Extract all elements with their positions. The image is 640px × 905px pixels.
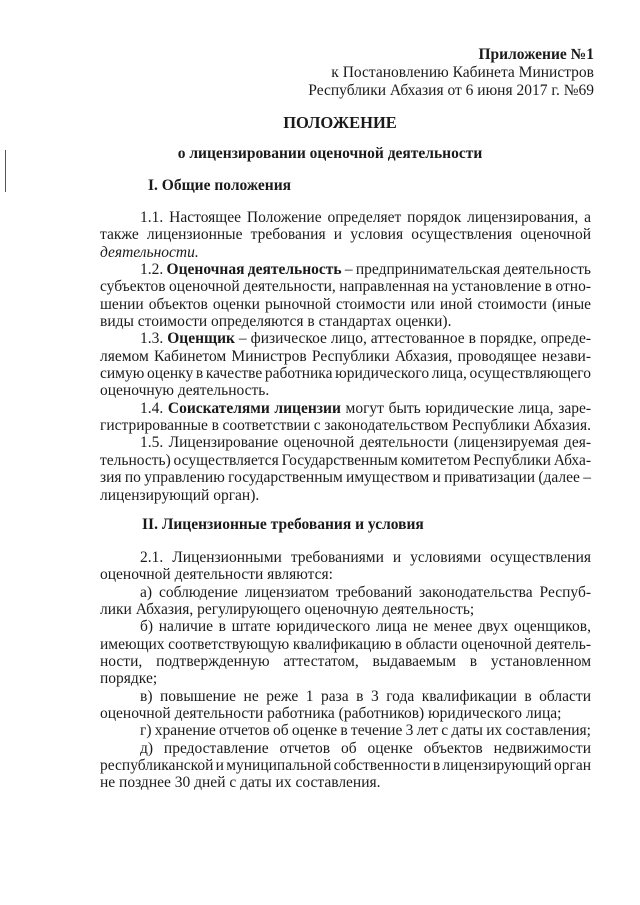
paragraph-line: тельность) осуществляется Государственным комитетом Республики Абха-: [100, 451, 591, 469]
list-item-b-line: б) наличие в штате юридического лица не менее двух оценщиков,: [140, 618, 591, 636]
paragraph-line: 2.1. Лицензионными требованиями и условиями осуществления: [140, 549, 591, 566]
term-bold: Оценочная деятельность: [166, 261, 342, 279]
list-item-d-line: не позднее 30 дней с даты их составления.: [100, 774, 381, 792]
header-line-2: Республики Абхазия от 6 июня 2017 г. №69: [308, 82, 594, 99]
paragraph-line: субъектов оценочной деятельности, направленная на установление в отно-: [100, 278, 591, 296]
scan-artifact-line: [5, 150, 6, 192]
paragraph-text: – предпринимательская деятельность: [341, 261, 591, 279]
paragraph-line: шении объектов оценки рыночной стоимости или иной стоимости (иные: [100, 295, 591, 313]
list-item-d-line: д) предоставление отчетов об оценке объектов недвижимости: [140, 739, 591, 757]
paragraph-number: 1.2.: [140, 261, 164, 279]
paragraph-1-2-first-line: [100, 261, 591, 278]
paragraph-text: – физическое лицо, аттестованное в порядке, опреде-: [234, 330, 592, 348]
paragraph-line: зия по управлению государственным имуществом и приватизации (далее –: [100, 469, 591, 487]
list-item-v-line: в) повышение не реже 1 раза в 3 года квалификации в области: [140, 687, 591, 705]
appendix-label: Приложение №1: [478, 46, 594, 63]
list-item-a-line: а) соблюдение лицензиатом требований законодательства Респуб-: [140, 583, 591, 601]
paragraph-line: также лицензионные требования и условия осуществления оценочной: [100, 226, 591, 244]
section-1-body: [100, 209, 591, 504]
paragraph-line: деятельности.: [100, 243, 199, 261]
paragraph-line: гистрированные в соответствии с законодательством Республики Абхазия.: [100, 417, 591, 435]
list-item-b-line: ности, подтвержденную аттестатом, выдаваемым в установленном: [100, 653, 591, 671]
document-subtitle: о лицензировании оценочной деятельности: [177, 145, 483, 162]
paragraph-line: симую оценку в качестве работника юридического лица, осуществляющего: [100, 365, 591, 383]
list-item-v-line: оценочной деятельности работника (работников) юридического лица;: [100, 705, 562, 723]
paragraph-line: лицензирующий орган).: [100, 486, 260, 504]
paragraph-text: могут быть юридические лица, заре-: [340, 399, 591, 417]
section-1-heading: I. Общие положения: [148, 177, 292, 194]
term-bold: Оценщик: [167, 330, 235, 348]
paragraph-line: оценочную деятельность.: [100, 382, 270, 400]
document-header: [308, 46, 594, 100]
paragraph-line: виды стоимости определяются в стандартах оценки).: [100, 313, 452, 331]
document-title: ПОЛОЖЕНИЕ: [283, 113, 397, 132]
paragraph-line: 1.1. Настоящее Положение определяет порядок лицензирования, а: [140, 209, 591, 226]
list-item-a-line: лики Абхазия, регулирующего оценочную деятельность;: [100, 601, 475, 619]
list-item-d-line: республиканской и муниципальной собственности в лицензирующий орган: [100, 757, 591, 775]
paragraph-line-wrapper: [100, 244, 591, 261]
paragraph-1-4-first-line: [100, 400, 591, 417]
paragraph-line: оценочной деятельности являются:: [100, 566, 333, 584]
list-item-g-line: г) хранение отчетов об оценке в течение 3 лет с даты их составления;: [140, 722, 591, 740]
term-bold: Соискателями лицензии: [167, 399, 341, 417]
paragraph-number: 1.3.: [140, 330, 164, 348]
section-2-heading: II. Лицензионные требования и условия: [142, 516, 424, 533]
list-item-b-line: имеющих соответствующую квалификацию в области оценочной деятель-: [100, 635, 591, 653]
list-item-b-line: порядке;: [100, 670, 158, 688]
section-2-body: [100, 549, 591, 792]
paragraph-number: 1.4.: [140, 399, 164, 417]
paragraph-line: 1.5. Лицензирование оценочной деятельности (лицензируемая дея-: [140, 434, 591, 452]
paragraph-line: ляемом Кабинетом Министров Республики Абхазия, проводящее незави-: [100, 347, 591, 365]
header-line-1: к Постановлению Кабинета Министров: [331, 64, 594, 81]
paragraph-1-3-first-line: [100, 330, 591, 347]
